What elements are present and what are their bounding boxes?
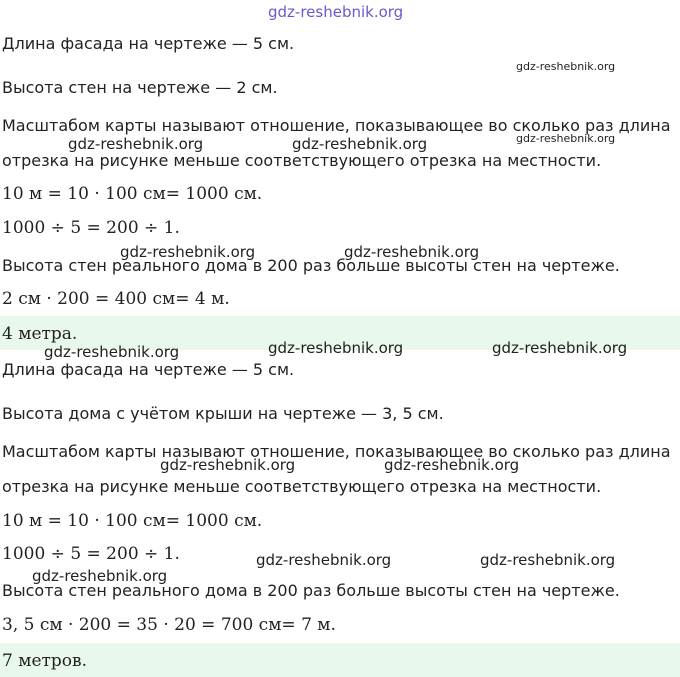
p1-ratio-text: Высота стен реального дома в 200 раз больше высоты стен на чертеже. — [2, 256, 620, 275]
watermark: gdz-reshebnik.org — [44, 343, 180, 361]
p2-definition-line-1: Масштабом карты называют отношение, показывающее во сколько раз длина — [2, 442, 671, 461]
watermark: gdz-reshebnik.org — [256, 551, 392, 569]
p2-ratio-text: Высота стен реального дома в 200 раз больше высоты стен на чертеже. — [2, 581, 620, 600]
watermark: gdz-reshebnik.org — [268, 339, 404, 357]
watermark: gdz-reshebnik.org — [516, 132, 616, 145]
watermark: gdz-reshebnik.org — [384, 456, 520, 474]
watermark: gdz-reshebnik.org — [516, 60, 616, 73]
watermark: gdz-reshebnik.org — [344, 243, 480, 261]
p2-calc-meters: 10 м = 10 · 100 см= 1000 см. — [2, 511, 263, 531]
p1-answer: 4 метра. — [2, 324, 78, 344]
p1-calc-result: 2 см · 200 = 400 см= 4 м. — [2, 289, 230, 309]
watermark: gdz-reshebnik.org — [120, 243, 256, 261]
watermark-top: gdz-reshebnik.org — [268, 3, 404, 21]
watermark: gdz-reshebnik.org — [480, 551, 616, 569]
p1-calc-meters: 10 м = 10 · 100 см= 1000 см. — [2, 184, 263, 204]
p1-definition-line-1: Масштабом карты называют отношение, показывающее во сколько раз длина — [2, 116, 671, 135]
watermark: gdz-reshebnik.org — [160, 456, 296, 474]
p1-facade-text: Длина фасада на чертеже — 5 см. — [2, 34, 295, 53]
p1-walls-text: Высота стен на чертеже — 2 см. — [2, 78, 278, 97]
watermark: gdz-reshebnik.org — [32, 567, 168, 585]
p2-answer: 7 метров. — [2, 651, 87, 671]
p2-calc-result: 3, 5 см · 200 = 35 · 20 = 700 см= 7 м. — [2, 615, 336, 635]
watermark: gdz-reshebnik.org — [68, 135, 204, 153]
watermark: gdz-reshebnik.org — [292, 135, 428, 153]
p2-answer-box — [0, 643, 680, 677]
p2-roof-text: Высота дома с учётом крыши на чертеже — 3, 5 см. — [2, 404, 444, 423]
watermark: gdz-reshebnik.org — [492, 339, 628, 357]
p1-calc-scale: 1000 ÷ 5 = 200 ÷ 1. — [2, 218, 180, 238]
p2-calc-scale: 1000 ÷ 5 = 200 ÷ 1. — [2, 544, 180, 564]
p2-definition-line-2: отрезка на рисунке меньше соответствующего отрезка на местности. — [2, 477, 602, 496]
p2-facade-text: Длина фасада на чертеже — 5 см. — [2, 360, 295, 379]
p1-definition-line-2: отрезка на рисунке меньше соответствующего отрезка на местности. — [2, 151, 602, 170]
